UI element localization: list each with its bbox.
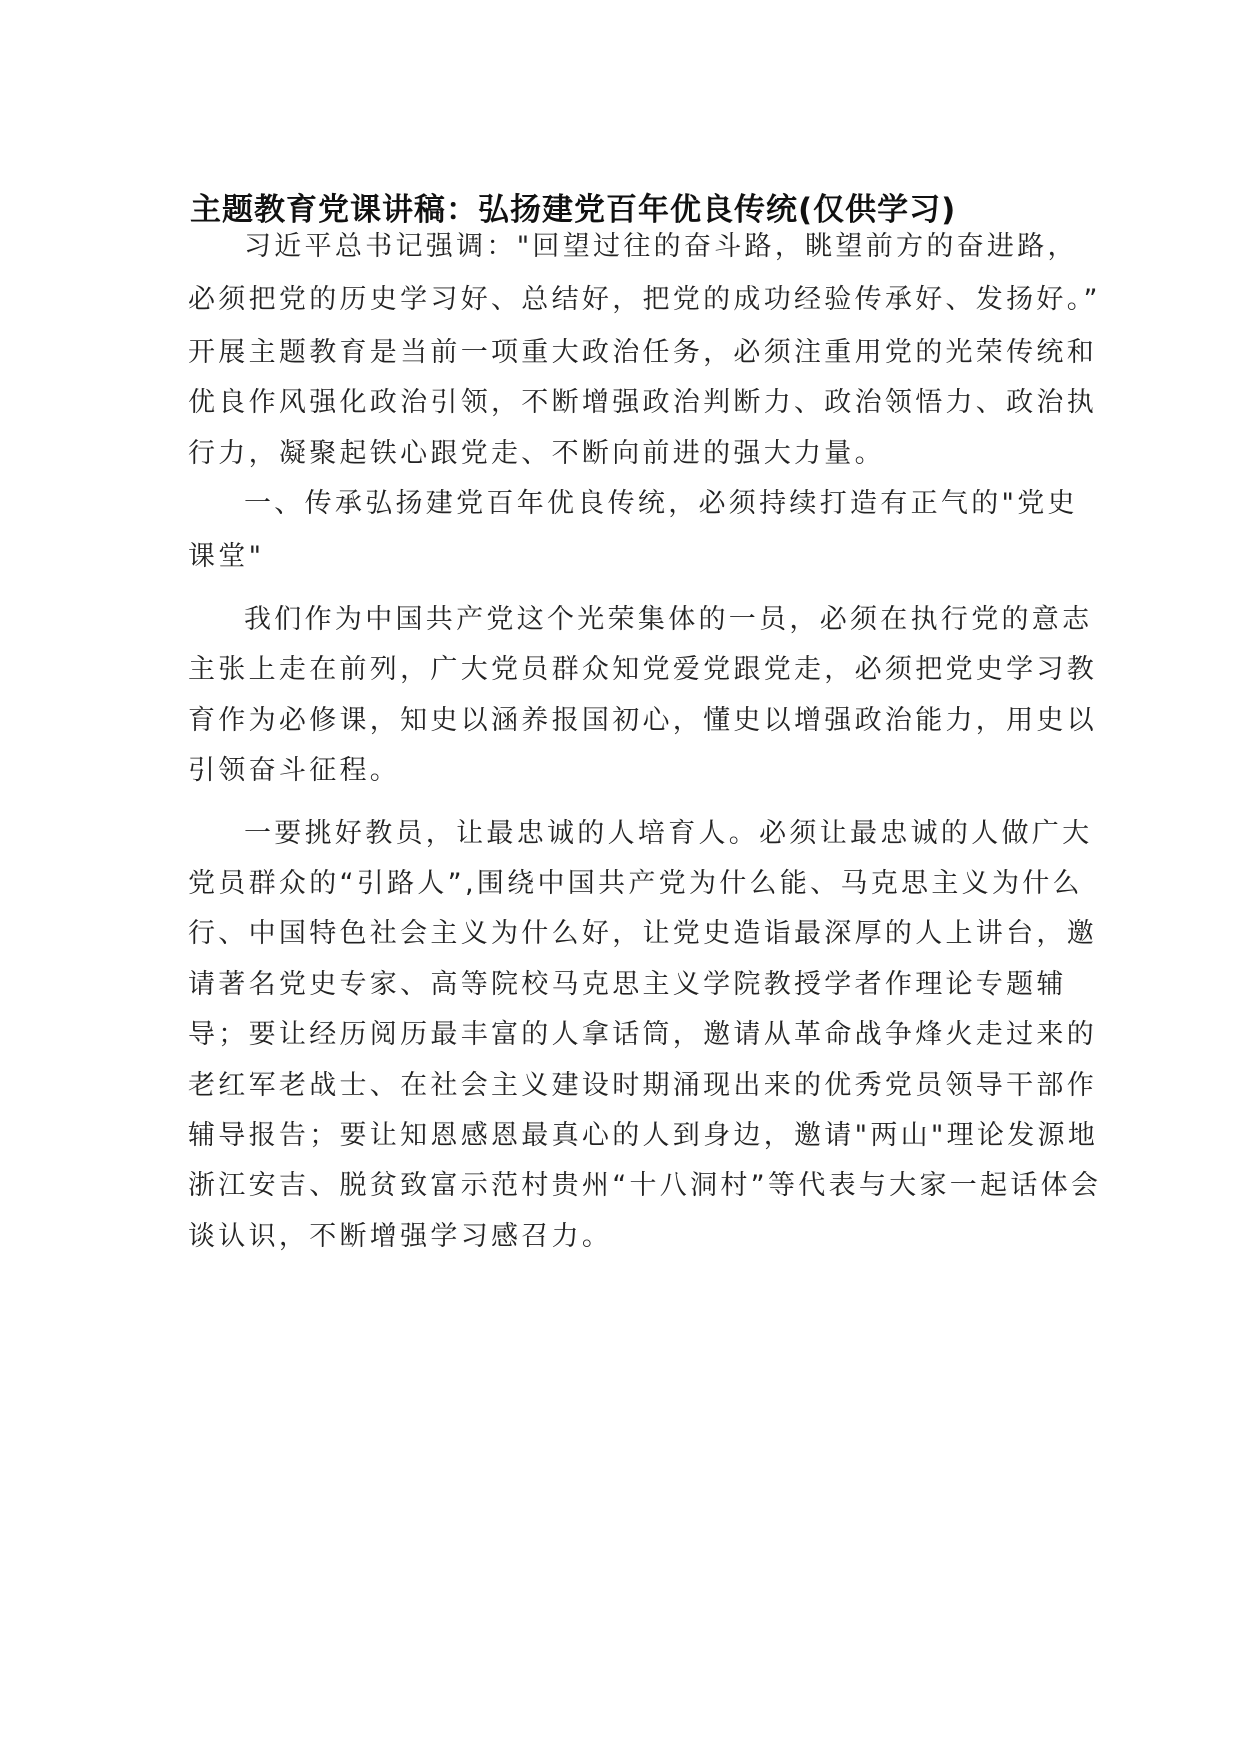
paragraph-3-line-4: 引领奋斗征程。 (188, 755, 401, 786)
paragraph-4-line-1: 一要挑好教员，让最忠诚的人培育人。必须让最忠诚的人做广大 (244, 818, 1093, 849)
section-heading-line-2: 课堂" (188, 541, 265, 572)
paragraph-4-line-4: 请著名党史专家、高等院校马克思主义学院教授学者作理论专题辅 (188, 969, 1067, 1000)
paragraph-3-line-3: 育作为必修课，知史以涵养报国初心，懂史以增强政治能力，用史以 (188, 705, 1097, 736)
document-title: 主题教育党课讲稿：弘扬建党百年优良传统(仅供学习) (190, 192, 957, 228)
paragraph-1-line-1: 习近平总书记强调："回望过往的奋斗路，眺望前方的奋进路， (244, 231, 1078, 262)
paragraph-4-line-3: 行、中国特色社会主义为什么好，让党史造诣最深厚的人上讲台，邀 (188, 918, 1097, 949)
paragraph-1-line-4: 优良作风强化政治引领，不断增强政治判断力、政治领悟力、政治执 (188, 387, 1097, 418)
paragraph-4-line-2: 党员群众的“引路人”,围绕中国共产党为什么能、马克思主义为什么 (188, 868, 1083, 899)
paragraph-4-line-8: 浙江安吉、脱贫致富示范村贵州“十八洞村”等代表与大家一起话体会 (188, 1170, 1102, 1201)
paragraph-1-line-5: 行力，凝聚起铁心跟党走、不断向前进的强大力量。 (188, 438, 885, 469)
paragraph-4-line-9: 谈认识，不断增强学习感召力。 (188, 1221, 613, 1252)
paragraph-4-line-6: 老红军老战士、在社会主义建设时期涌现出来的优秀党员领导干部作 (188, 1070, 1097, 1101)
paragraph-3-line-1: 我们作为中国共产党这个光荣集体的一员，必须在执行党的意志 (244, 604, 1093, 635)
paragraph-1-line-3: 开展主题教育是当前一项重大政治任务，必须注重用党的光荣传统和 (188, 337, 1097, 368)
paragraph-3-line-2: 主张上走在前列，广大党员群众知党爱党跟党走，必须把党史学习教 (188, 654, 1097, 685)
paragraph-4-line-5: 导；要让经历阅历最丰富的人拿话筒，邀请从革命战争烽火走过来的 (188, 1019, 1097, 1050)
paragraph-1-line-2: 必须把党的历史学习好、总结好，把党的成功经验传承好、发扬好。” (188, 284, 1101, 315)
section-heading-line-1: 一、传承弘扬建党百年优良传统，必须持续打造有正气的"党史 (244, 488, 1078, 519)
paragraph-4-line-7: 辅导报告；要让知恩感恩最真心的人到身边，邀请"两山"理论发源地 (188, 1120, 1099, 1151)
